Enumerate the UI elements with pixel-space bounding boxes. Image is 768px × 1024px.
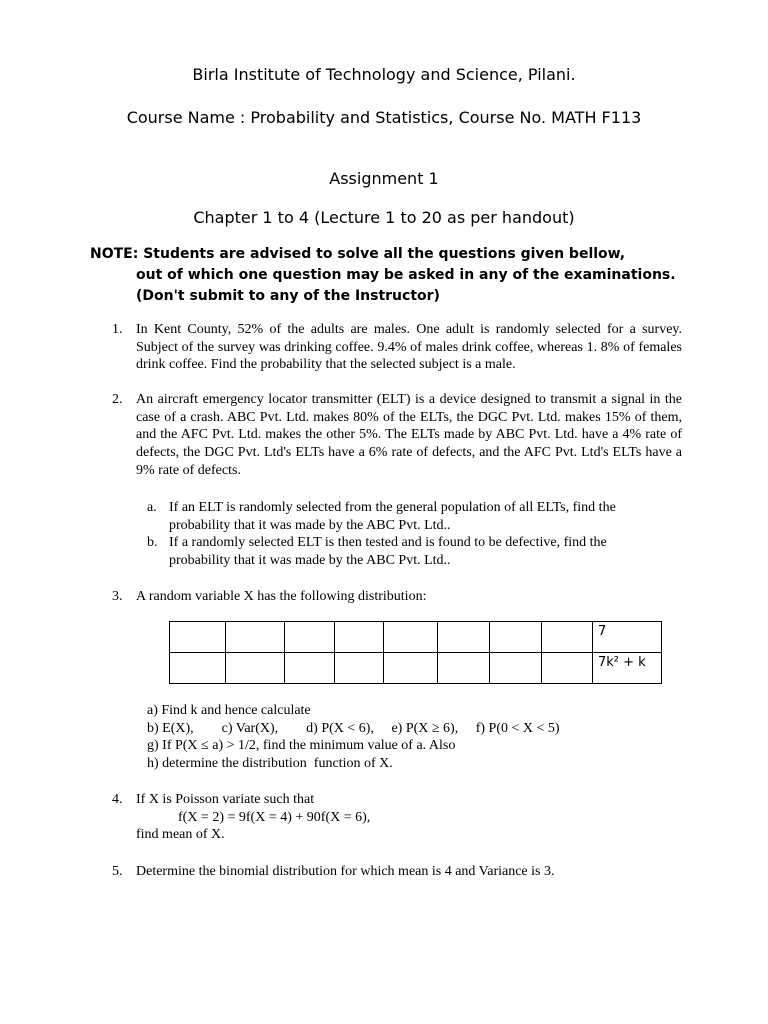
question-1-text: In Kent County, 52% of the adults are males. One adult is randomly selected for a survey. Subject of the survey was drinking coffee. 9.4% of males drink coffee, whereas 1. 8% of females drink coffee. Find the probability that the selected subject is a male.	[136, 322, 682, 373]
table-row-px	[170, 653, 662, 684]
question-3-number: 3.	[112, 589, 123, 604]
question-3-text: A random variable X has the following distribution:	[136, 589, 427, 604]
question-1-number: 1.	[112, 322, 123, 337]
question-1	[112, 321, 682, 374]
table-cell: 7	[593, 622, 662, 653]
part-f: f) P(0 < X < 5)	[475, 720, 560, 736]
question-2	[112, 391, 682, 480]
part-b-f-line	[147, 720, 667, 738]
part-e: e) P(X ≥ 6),	[391, 720, 459, 736]
part-b-text: If a randomly selected ELT is then tested and is found to be defective, find the probability that it was made by the ABC Pvt. Ltd..	[169, 535, 607, 568]
table-cell	[384, 653, 438, 684]
table-cell	[170, 653, 226, 684]
assignment-title: Assignment 1	[329, 169, 439, 188]
question-2-part-b	[147, 534, 667, 569]
table-cell	[285, 622, 335, 653]
table-cell	[542, 622, 593, 653]
note-block	[90, 244, 690, 307]
table-cell	[335, 653, 384, 684]
question-4-number: 4.	[112, 792, 123, 807]
question-5-text: Determine the binomial distribution for which mean is 4 and Variance is 3.	[136, 864, 555, 879]
part-b-label: b.	[147, 535, 158, 550]
table-cell	[542, 653, 593, 684]
table-cell	[438, 653, 490, 684]
question-5	[112, 863, 682, 881]
table-cell	[226, 622, 285, 653]
part-a-text: If an ELT is randomly selected from the general population of all ELTs, find the probability that it was made by the ABC Pvt. Ltd..	[169, 500, 616, 533]
table-cell	[226, 653, 285, 684]
question-3	[112, 588, 682, 606]
question-4	[112, 791, 682, 844]
question-2-part-a	[147, 499, 667, 534]
course-name: Course Name : Probability and Statistics, Course No. MATH F113	[126, 108, 642, 127]
question-4-equation: f(X = 2) = 9f(X = 4) + 90f(X = 6),	[178, 809, 371, 825]
part-c: c) Var(X),	[221, 720, 279, 736]
table-cell	[170, 622, 226, 653]
table-cell: 7k² + k	[593, 653, 662, 684]
chapter-range: Chapter 1 to 4 (Lecture 1 to 20 as per handout)	[193, 208, 575, 227]
question-3-parts	[147, 702, 667, 773]
part-a-line: a) Find k and hence calculate	[147, 703, 311, 718]
table-cell	[438, 622, 490, 653]
table-cell	[384, 622, 438, 653]
part-b: b) E(X),	[147, 720, 194, 736]
table-cell	[490, 653, 542, 684]
part-d: d) P(X < 6),	[306, 720, 374, 736]
part-h-line: h) determine the distribution function of X.	[147, 756, 393, 772]
question-2-number: 2.	[112, 392, 123, 407]
part-a-label: a.	[147, 500, 157, 515]
table-cell	[490, 622, 542, 653]
table-cell	[335, 622, 384, 653]
table-cell	[285, 653, 335, 684]
question-4-line-1: If X is Poisson variate such that	[136, 792, 315, 807]
question-2-text: An aircraft emergency locator transmitter (ELT) is a device designed to transmit a signal in the case of a crash. ABC Pvt. Ltd. makes 80% of the ELTs, the DGC Pvt. Ltd. makes 15% of them, and the AFC Pvt. Ltd. makes the other 5%. The ELTs made by ABC Pvt. Ltd. have a 4% rate of defects, the DGC Pvt. Ltd's ELTs have a 6% rate of defects, and the AFC Pvt. Ltd's ELTs have a 9% rate of defects.	[136, 392, 682, 478]
question-5-number: 5.	[112, 864, 123, 879]
question-4-line-3: find mean of X.	[136, 827, 225, 843]
note-rest: out of which one question may be asked in any of the examinations. (Don't submit to any of the Instructor)	[136, 267, 676, 304]
institute-title: Birla Institute of Technology and Science, Pilani.	[192, 65, 576, 84]
part-g-line: g) If P(X ≤ a) > 1/2, find the minimum value of a. Also	[147, 738, 456, 754]
table-row-x	[170, 622, 662, 653]
distribution-table	[169, 621, 662, 684]
note-line-1: NOTE: Students are advised to solve all the questions given bellow,	[90, 246, 626, 262]
